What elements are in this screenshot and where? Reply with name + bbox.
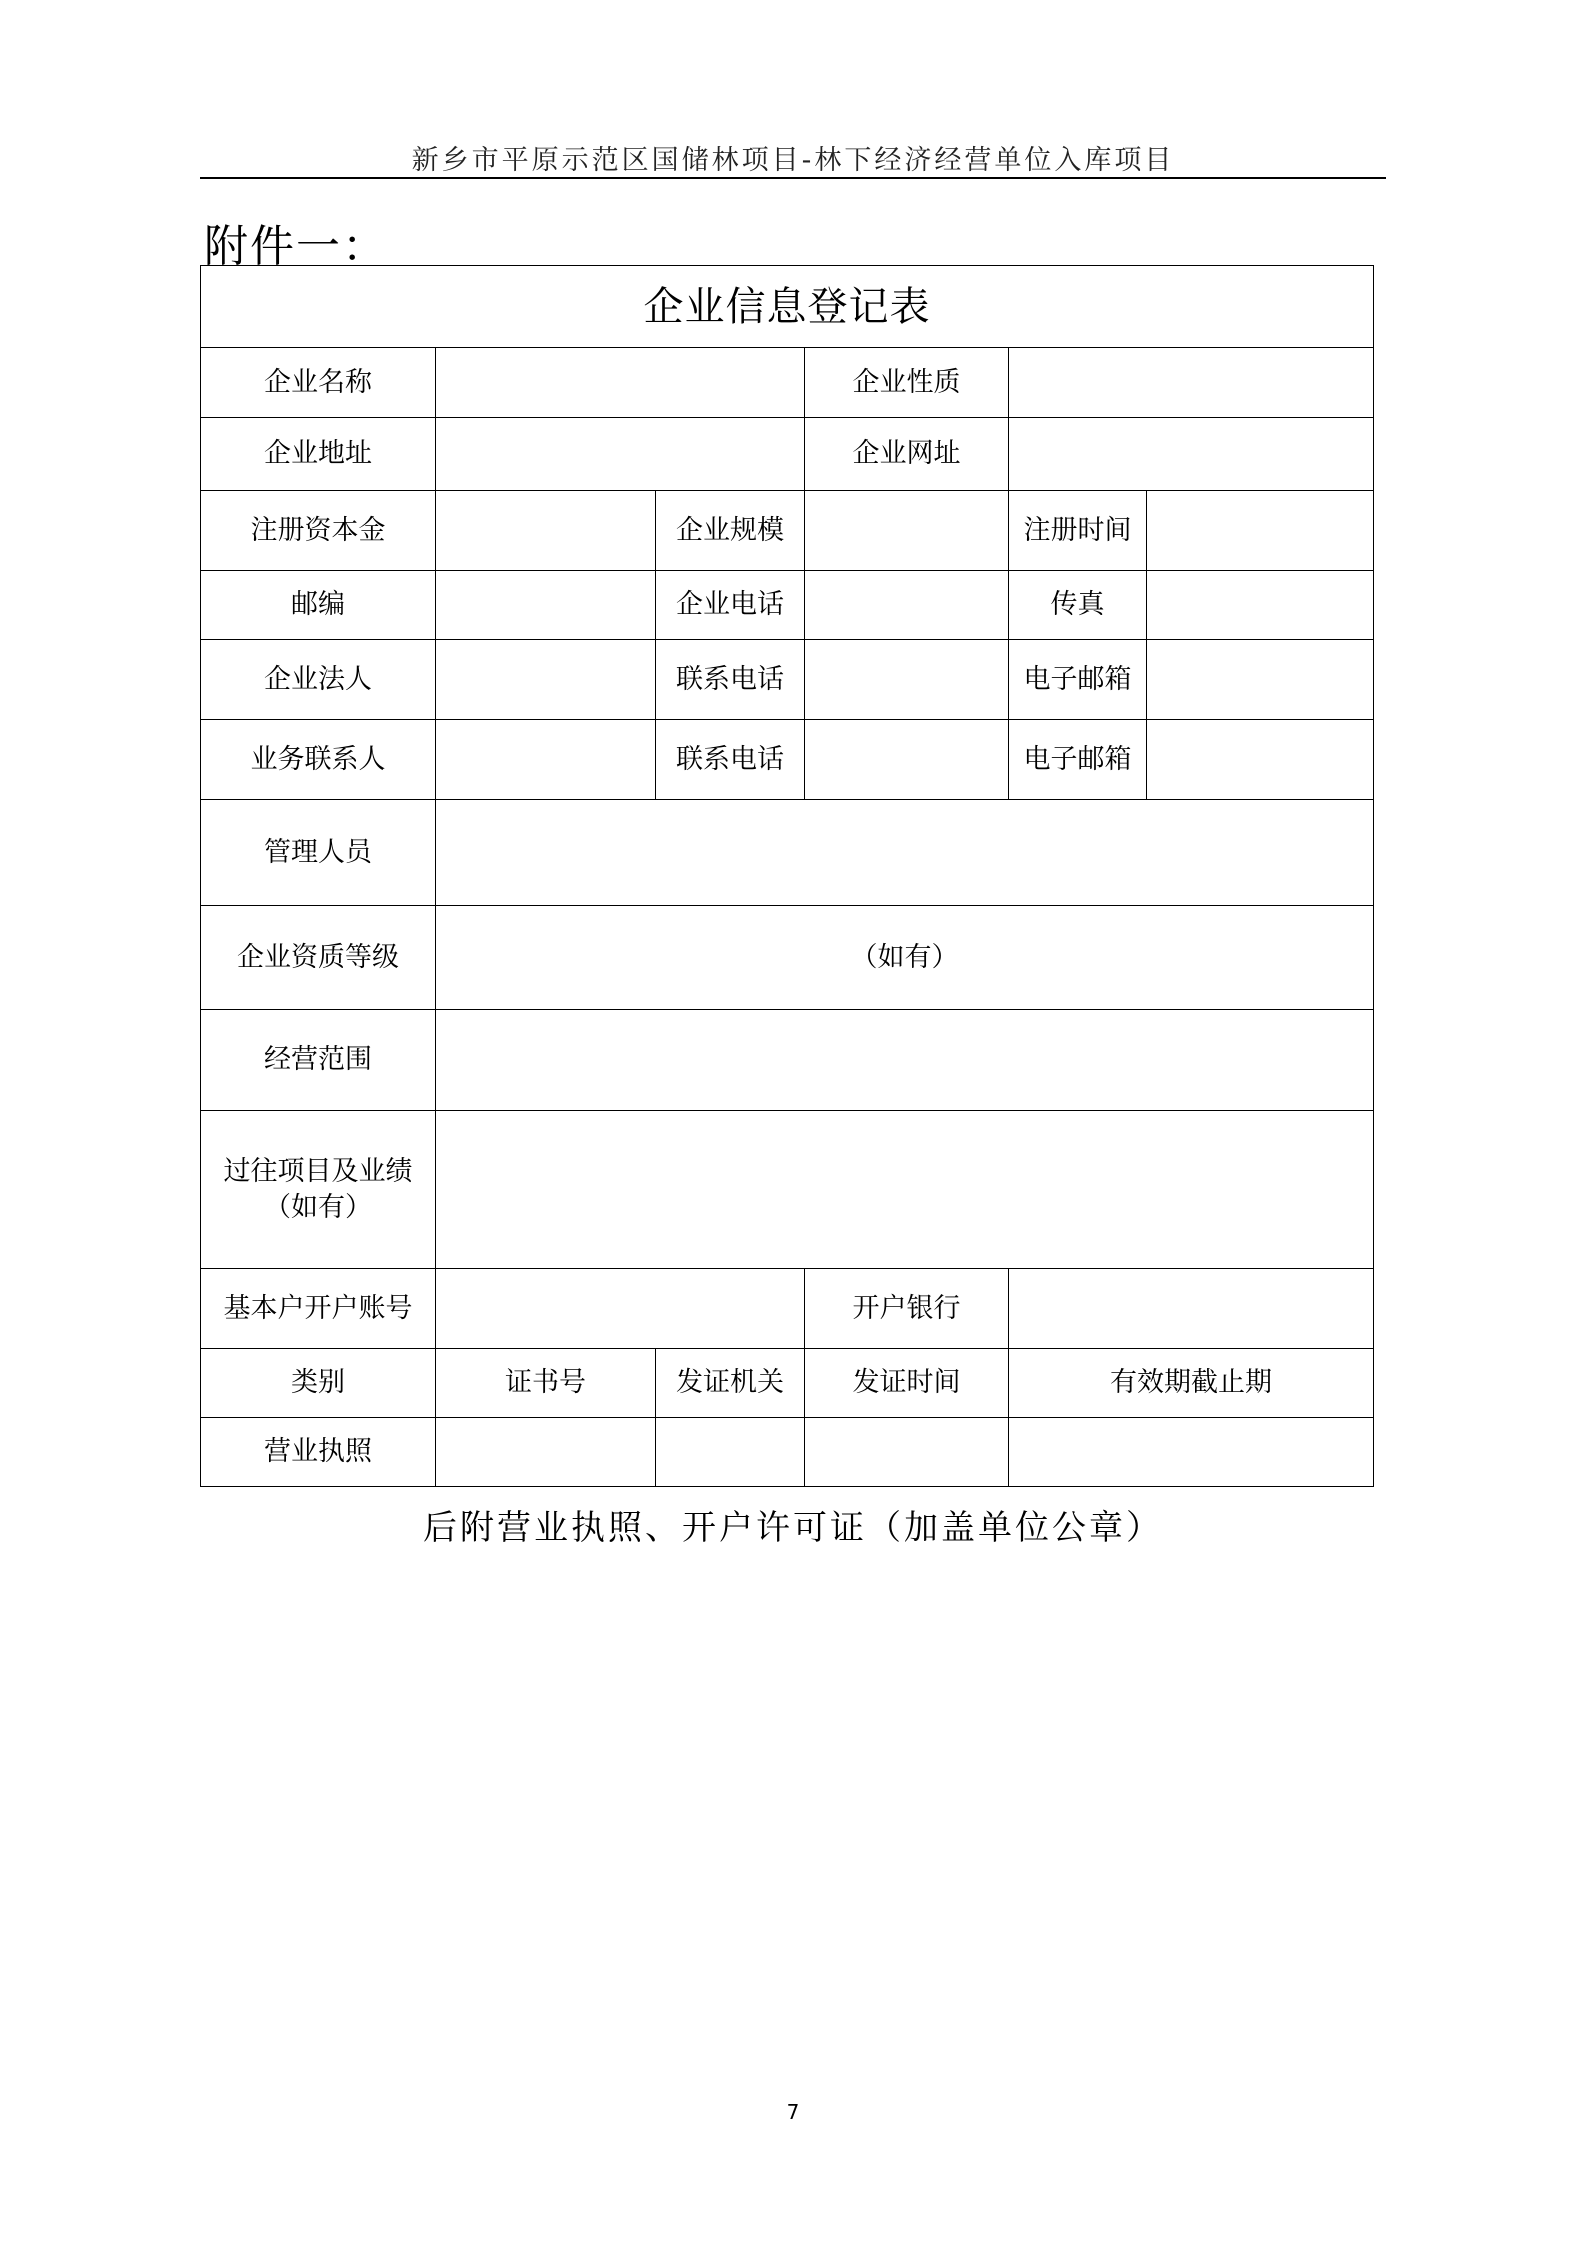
table-row [201,906,1374,1010]
bank-label: 开户银行 [805,1269,1009,1349]
certificate-no-header: 证书号 [436,1349,656,1418]
license-expiry-date-field[interactable] [1009,1418,1374,1487]
business-license-label: 营业执照 [201,1418,436,1487]
table-row [201,640,1374,720]
basic-account-label: 基本户开户账号 [201,1269,436,1349]
table-row [201,1418,1374,1487]
attachment-label: 附件一： [204,221,388,272]
email-label: 电子邮箱 [1009,720,1147,800]
registration-time-field[interactable] [1147,491,1374,571]
table-row [201,491,1374,571]
footer-note: 后附营业执照、开户许可证（加盖单位公章） [423,1508,1163,1548]
issue-date-header: 发证时间 [805,1349,1009,1418]
company-address-field[interactable] [436,418,805,491]
company-name-field[interactable] [436,348,805,418]
table-row [201,720,1374,800]
legal-person-field[interactable] [436,640,656,720]
qualification-note: （如有） [850,941,959,973]
page-header-title: 新乡市平原示范区国储林项目-林下经济经营单位入库项目 [411,145,1175,176]
table-row [201,1111,1374,1269]
management-label: 管理人员 [201,800,436,906]
fax-field[interactable] [1147,571,1374,640]
company-scale-field[interactable] [805,491,1009,571]
past-projects-note: （如有） [264,1191,372,1223]
management-field[interactable] [436,800,1374,906]
company-scale-label: 企业规模 [656,491,805,571]
company-website-label: 企业网址 [805,418,1009,491]
business-scope-field[interactable] [436,1010,1374,1111]
registered-capital-field[interactable] [436,491,656,571]
company-phone-field[interactable] [805,571,1009,640]
past-projects-label: 过往项目及业绩 [223,1156,413,1188]
license-issue-date-field[interactable] [805,1418,1009,1487]
issuing-authority-header: 发证机关 [656,1349,805,1418]
postal-code-label: 邮编 [201,571,436,640]
legal-person-label: 企业法人 [201,640,436,720]
form-title-row [201,266,1374,348]
expiry-date-header: 有效期截止期 [1009,1349,1374,1418]
company-name-label: 企业名称 [201,348,436,418]
past-projects-field[interactable] [436,1111,1374,1269]
license-certificate-no-field[interactable] [436,1418,656,1487]
table-row [201,1269,1374,1349]
business-contact-field[interactable] [436,720,656,800]
legal-person-phone-field[interactable] [805,640,1009,720]
table-row [201,800,1374,906]
license-issuing-authority-field[interactable] [656,1418,805,1487]
past-projects-label-cell [201,1111,436,1269]
table-row [201,418,1374,491]
company-phone-label: 企业电话 [656,571,805,640]
table-row [201,1010,1374,1111]
company-nature-label: 企业性质 [805,348,1009,418]
business-contact-phone-field[interactable] [805,720,1009,800]
basic-account-field[interactable] [436,1269,805,1349]
qualification-label: 企业资质等级 [201,906,436,1010]
contact-phone-label: 联系电话 [656,720,805,800]
business-contact-email-field[interactable] [1147,720,1374,800]
contact-phone-label: 联系电话 [656,640,805,720]
form-title: 企业信息登记表 [201,266,1374,348]
postal-code-field[interactable] [436,571,656,640]
table-row [201,348,1374,418]
registration-time-label: 注册时间 [1009,491,1147,571]
business-contact-label: 业务联系人 [201,720,436,800]
email-label: 电子邮箱 [1009,640,1147,720]
category-header: 类别 [201,1349,436,1418]
bank-field[interactable] [1009,1269,1374,1349]
company-nature-field[interactable] [1009,348,1374,418]
fax-label: 传真 [1009,571,1147,640]
certificate-header-row [201,1349,1374,1418]
legal-person-email-field[interactable] [1147,640,1374,720]
business-scope-label: 经营范围 [201,1010,436,1111]
registration-form-table [200,265,1374,1487]
page-number: 7 [786,2100,800,2124]
registered-capital-label: 注册资本金 [201,491,436,571]
qualification-field[interactable] [436,906,1374,1010]
table-row [201,571,1374,640]
company-address-label: 企业地址 [201,418,436,491]
header-divider [200,177,1386,179]
company-website-field[interactable] [1009,418,1374,491]
